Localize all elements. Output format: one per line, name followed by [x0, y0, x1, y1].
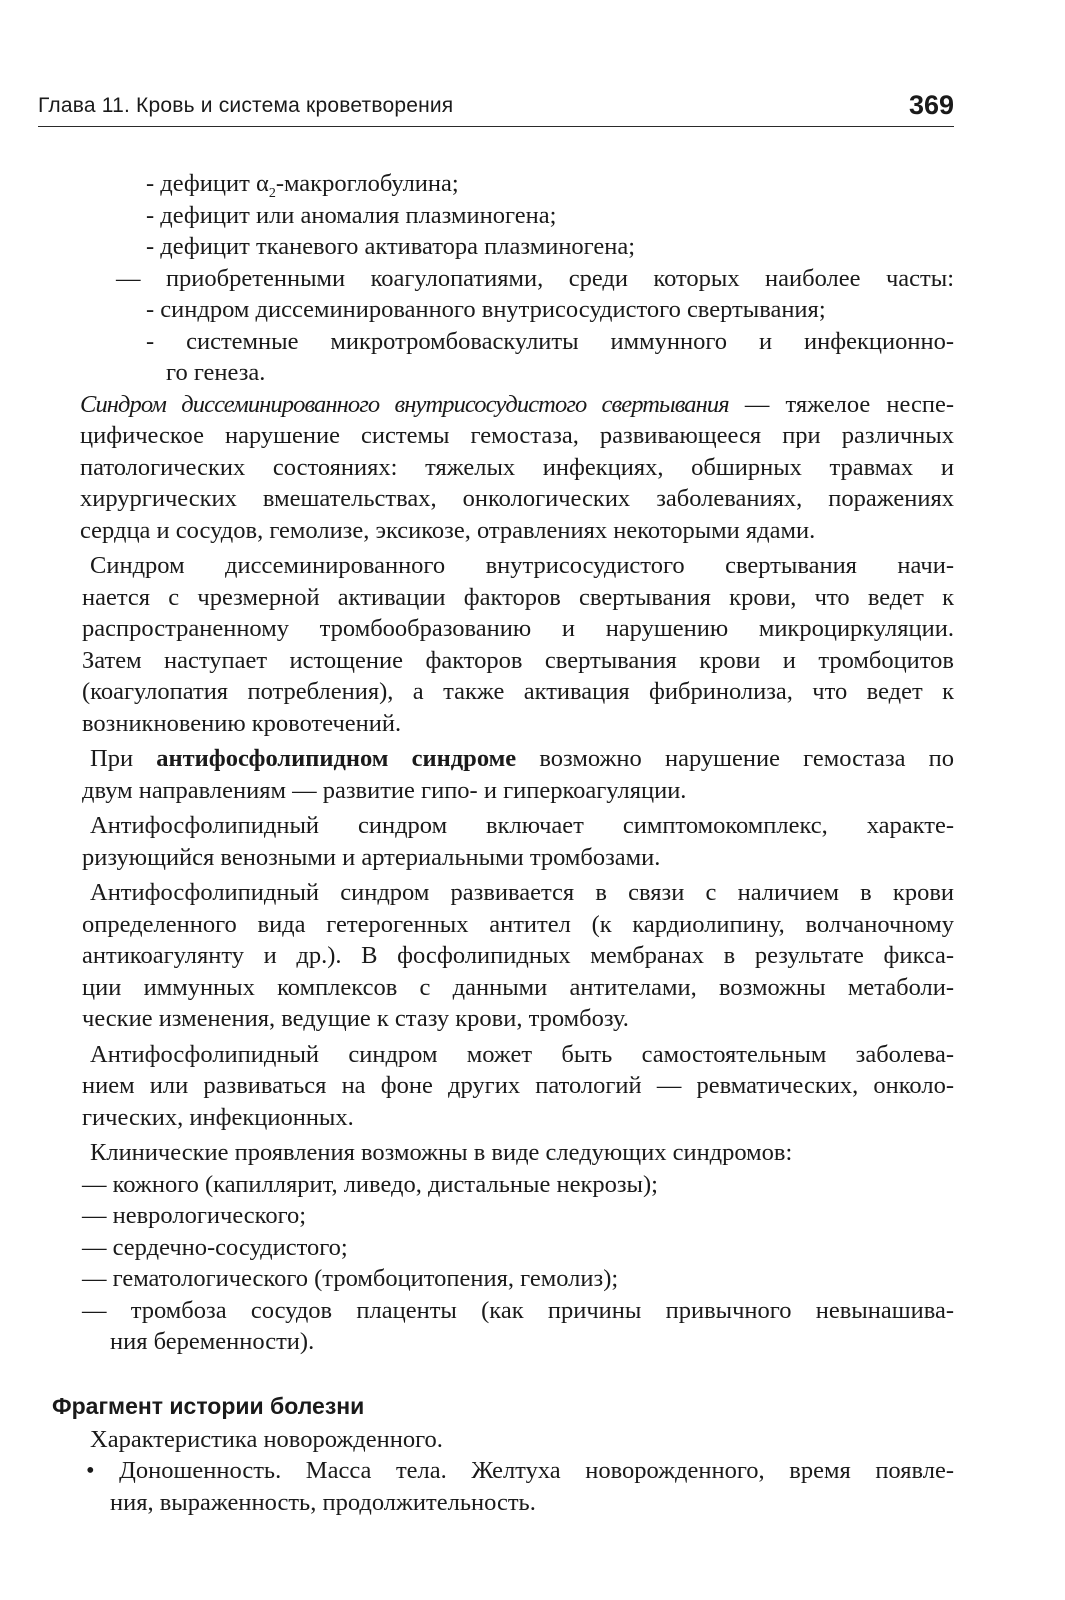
paragraph-line: Синдром диссеминированного внутрисосудистого свертывания — тяжелое неспе- [80, 390, 954, 418]
paragraph-dic-definition [80, 389, 954, 547]
paragraph-line: Затем наступает истощение факторов свертывания крови и тромбоцитов [82, 646, 954, 674]
list-item: — тромбоза сосудов плаценты (как причины привычного невынашива- [82, 1296, 954, 1324]
paragraph-line: двум направлениям — развитие гипо- и гиперкоагуляции. [82, 776, 687, 804]
paragraph-line: Антифосфолипидный синдром может быть самостоятельным заболева- [90, 1040, 954, 1068]
list-item: — неврологического; [82, 1202, 307, 1229]
paragraph-line: патологических состояниях: тяжелых инфекциях, обширных травмах и [80, 453, 954, 481]
paragraph-line: Синдром диссеминированного внутрисосудистого свертывания начи- [90, 552, 954, 579]
paragraph-line: гических, инфекционных. [82, 1103, 354, 1131]
paragraph-line: нием или развиваться на фоне других патологий — ревматических, онколо- [82, 1072, 954, 1099]
list-item-continuation: го генеза. [166, 359, 266, 386]
term-italic: Синдром диссеминированного внутрисосудистого свертывания [80, 390, 729, 418]
list-item: - дефицит $\alpha_2$-макроглобулина; [146, 170, 459, 201]
list-item: — кожного (капиллярит, ливедо, дистальные некрозы); [82, 1170, 658, 1198]
list-item: - системные микротромбоваскулиты иммунного и инфекционно- [146, 327, 954, 355]
paragraph-line: распространенному тромбообразованию и нарушению микроциркуляции. [82, 615, 954, 642]
paragraph-line: ческие изменения, ведущие к стазу крови, тромбозу. [82, 1005, 629, 1032]
paragraph-line: сердца и сосудов, гемолизе, эксикозе, отравлениях некоторыми ядами. [80, 516, 816, 544]
paragraph-line: хирургических вмешательствах, онкологических заболеваниях, поражениях [80, 485, 954, 512]
bullet-item: • Доношенность. Масса тела. Желтуха новорожденного, время появле- [86, 1457, 954, 1484]
section-heading: Фрагмент истории болезни [52, 1392, 365, 1419]
paragraph-line: ризующийся венозными и артериальными тромбозами. [82, 843, 661, 871]
paragraph-line: Клинические проявления возможны в виде следующих синдромов: [90, 1139, 793, 1166]
list-item: - дефицит тканевого активатора плазминогена; [146, 233, 636, 260]
paragraph-aps-forms [82, 1039, 954, 1134]
list-item: - синдром диссеминированного внутрисосудистого свертывания; [146, 296, 826, 323]
paragraph-aps-intro [82, 743, 954, 806]
paragraph-line: Антифосфолипидный синдром развивается в связи с наличием в крови [90, 879, 954, 906]
bullet-item-continuation: ния, выраженность, продолжительность. [110, 1488, 536, 1516]
page-number: 369 [908, 90, 954, 120]
paragraph-line: При антифосфолипидном синдроме возможно нарушение гемостаза по [90, 745, 955, 772]
paragraph-line: (коагулопатия потребления), а также активация фибринолиза, что ведет к [82, 678, 954, 705]
list-item-continuation: ния беременности). [110, 1328, 315, 1355]
paragraph-aps-cause [82, 877, 954, 1035]
list-item: - дефицит или аномалия плазминогена; [146, 201, 557, 229]
list-item: — приобретенными коагулопатиями, среди которых наиболее часты: [116, 264, 954, 292]
main-text [52, 168, 955, 1518]
paragraph-line: Антифосфолипидный синдром включает симптомокомплекс, характе- [90, 812, 954, 839]
paragraph-dic-mechanism [82, 550, 954, 739]
paragraph-line: антикоагулянту и др.). В фосфолипидных мембранах в результате фикса- [82, 942, 954, 969]
paragraph-line: цифическое нарушение системы гемостаза, развивающееся при различных [80, 422, 954, 449]
paragraph-aps-symptoms [82, 810, 954, 873]
running-head [38, 92, 954, 127]
list-item: — гематологического (тромбоцитопения, гемолиз); [82, 1265, 619, 1292]
paragraph-line: нается с чрезмерной активации факторов свертывания крови, что ведет к [82, 583, 954, 611]
term-bold: антифосфолипидном синдроме [156, 745, 517, 772]
paragraph-line: Характеристика новорожденного. [90, 1425, 443, 1453]
paragraph-line: определенного вида гетерогенных антител (к кардиолипину, волчаночному [82, 910, 954, 938]
syndrome-list [82, 1169, 954, 1358]
paragraph-line: ции иммунных комплексов с данными антителами, возможны метаболи- [82, 973, 954, 1001]
paragraph-line: возникновению кровотечений. [82, 709, 402, 737]
list-item: — сердечно-сосудистого; [82, 1233, 348, 1261]
chapter-title: Глава 11. Кровь и система кроветворения [38, 94, 454, 117]
